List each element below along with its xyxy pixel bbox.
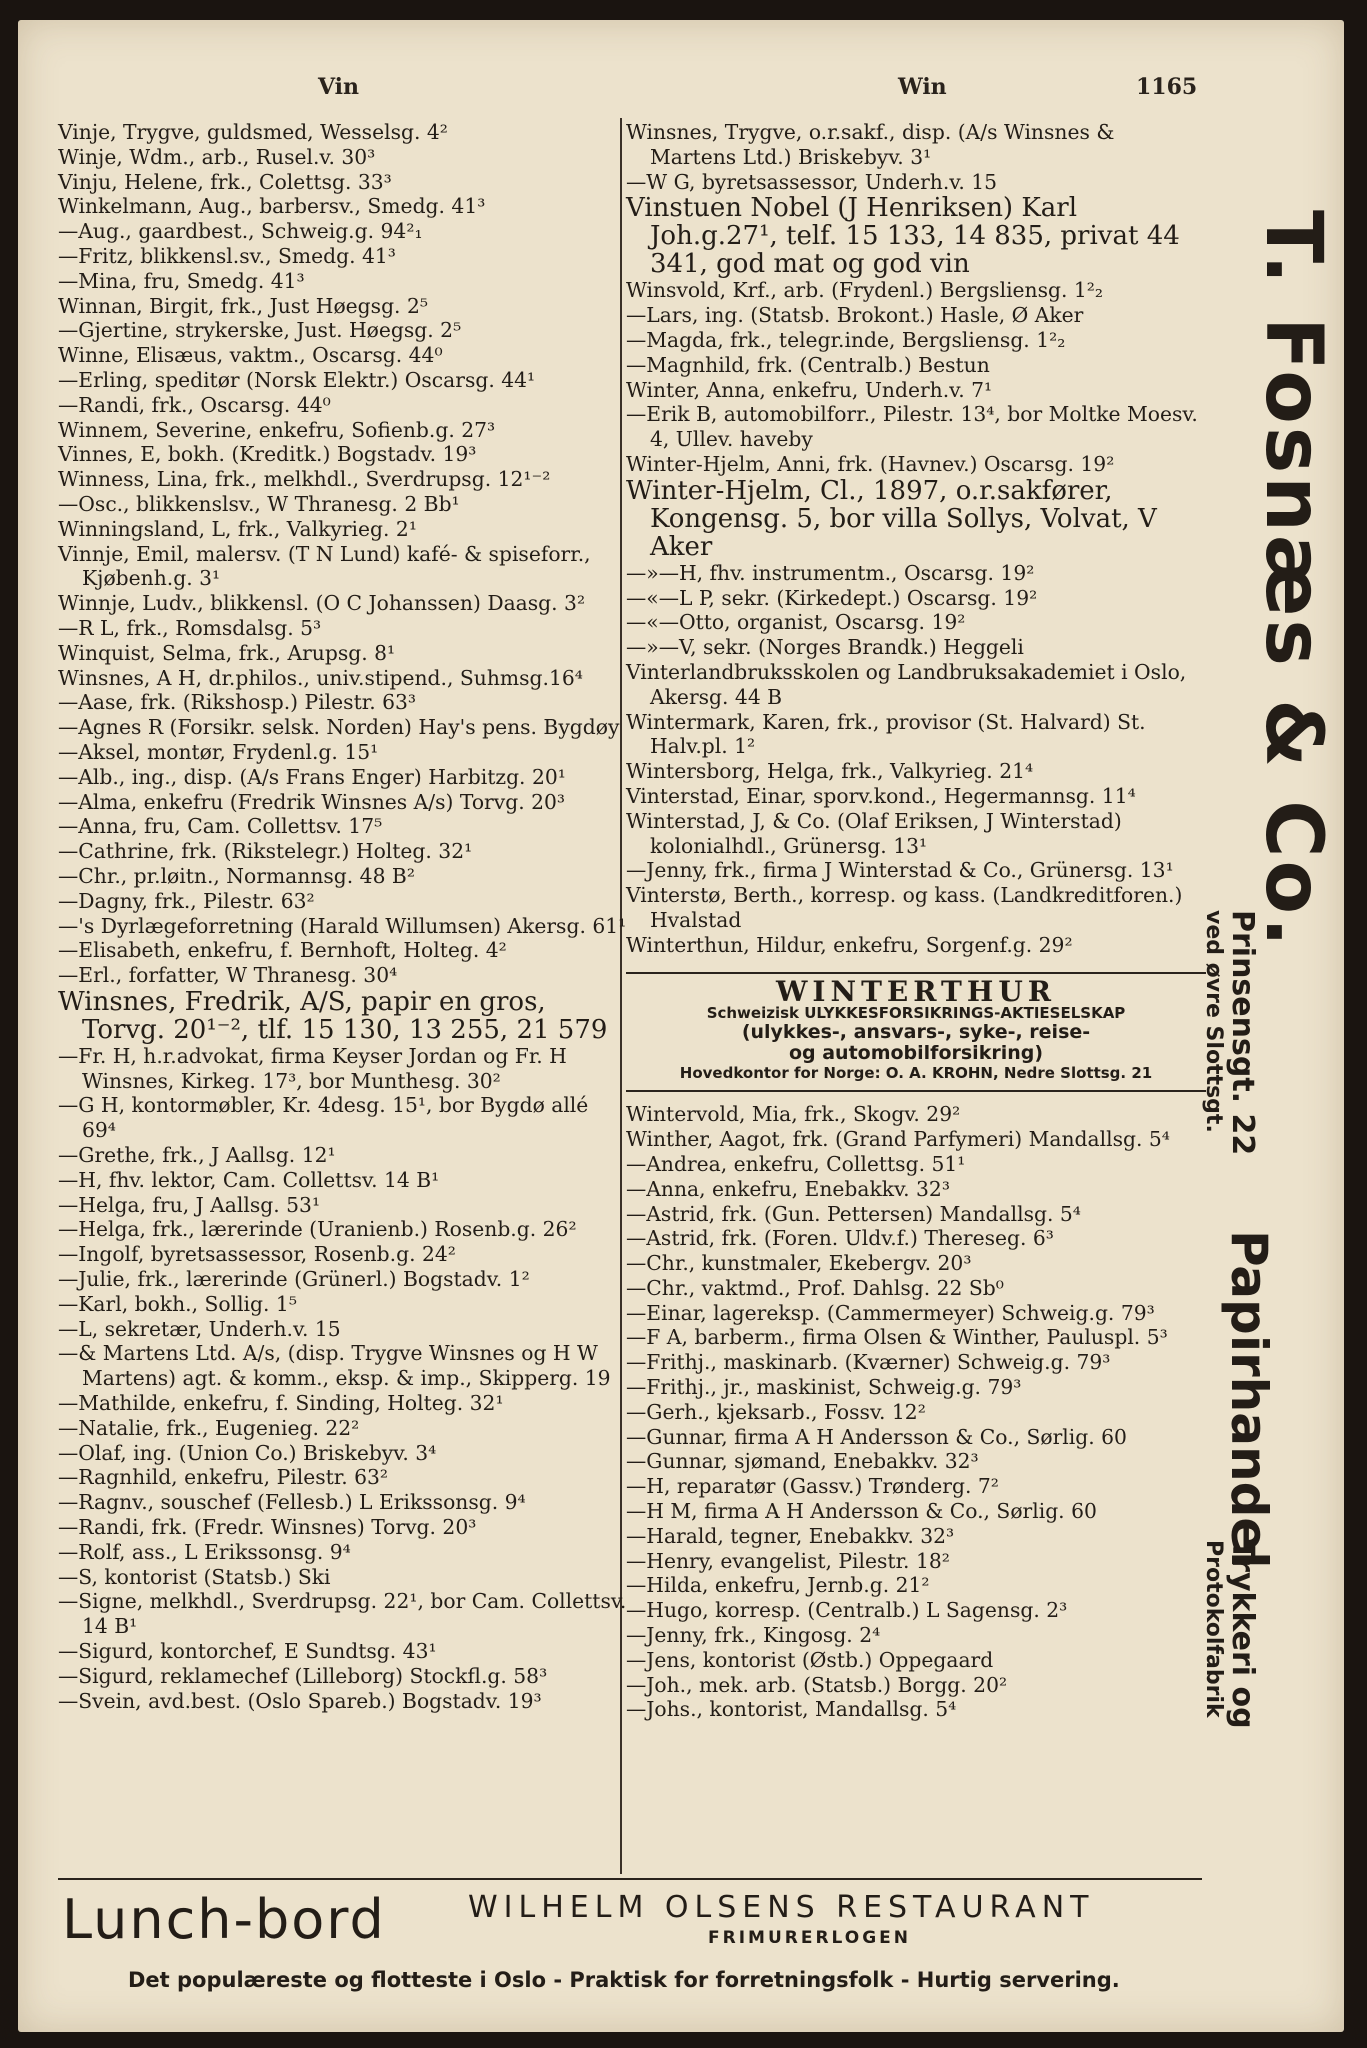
directory-entry: —Dagny, frk., Pilestr. 63² <box>58 888 315 913</box>
directory-entry: —Gunnar, firma A H Andersson & Co., Sørlig. 60 <box>626 1424 1127 1449</box>
directory-entry: —Jenny, frk., Kingosg. 2⁴ <box>626 1623 881 1648</box>
directory-entry: —Andrea, enkefru, Collettsg. 51¹ <box>626 1151 966 1176</box>
directory-entry: Wintervold, Mia, frk., Skogv. 29² <box>626 1102 961 1127</box>
directory-entry: —H, reparatør (Gassv.) Trønderg. 7² <box>626 1474 999 1499</box>
directory-entry: —Randi, frk., Oscarsg. 44⁰ <box>58 392 331 417</box>
directory-entry: —»—V, sekr. (Norges Brandk.) Heggeli <box>626 635 1024 660</box>
directory-page <box>18 20 1344 2032</box>
directory-entry: Winne, Elisæus, vaktm., Oscarsg. 44⁰ <box>58 343 443 368</box>
directory-entry: —Fritz, blikkensl.sv., Smedg. 41³ <box>58 243 396 268</box>
directory-entry: Vinje, Trygve, guldsmed, Wesselsg. 4² <box>58 120 448 144</box>
directory-entry: Vinterstø, Berth., korresp. og kass. (Landkreditforen.) Hvalstad <box>626 883 1183 932</box>
directory-entry: —Aksel, montør, Frydenl.g. 15¹ <box>58 739 379 764</box>
directory-entry: Winnem, Severine, enkefru, Sofienb.g. 27³ <box>58 417 496 442</box>
directory-entry: Winningsland, L, frk., Valkyrieg. 2¹ <box>58 516 417 541</box>
restaurant-tagline: Det populæreste og flotteste i Oslo - Praktisk for forretningsfolk - Hurtig servering. <box>128 1968 1120 1992</box>
directory-entry: Vinnje, Emil, malersv. (T N Lund) kafé- & spiseforr., Kjøbenh.g. 3¹ <box>58 541 591 591</box>
directory-entry: Winter-Hjelm, Anni, frk. (Havnev.) Oscarsg. 19² <box>626 451 1115 476</box>
directory-entry: —Ingolf, byretsassessor, Rosenb.g. 24² <box>58 1242 456 1267</box>
directory-entry: —Helga, fru, J Aallsg. 53¹ <box>58 1192 321 1217</box>
directory-entry: —Ragnhild, enkefru, Pilestr. 63² <box>58 1465 389 1490</box>
winterthur-line4: Hovedkontor for Norge: O. A. KROHN, Nedre Slottsg. 21 <box>679 1064 1153 1083</box>
directory-entry: —H, fhv. lektor, Cam. Collettsv. 14 B¹ <box>58 1167 440 1192</box>
directory-entry: —Aase, frk. (Rikshosp.) Pilestr. 63³ <box>58 690 417 715</box>
directory-entry: —Henry, evangelist, Pilestr. 18² <box>626 1548 950 1573</box>
directory-entry: —Rolf, ass., L Erikssonsg. 9⁴ <box>58 1539 351 1564</box>
directory-entry: —Sigurd, kontorchef, E Sundtsg. 43¹ <box>58 1639 437 1664</box>
directory-entry: —Aug., gaardbest., Schweig.g. 94²₁ <box>58 219 423 244</box>
directory-entry: —Natalie, frk., Eugenieg. 22² <box>58 1415 360 1440</box>
directory-entry: —G H, kontormøbler, Kr. 4desg. 15¹, bor Bygdø allé 69⁴ <box>58 1093 589 1143</box>
directory-entry: —H M, firma A H Andersson & Co., Sørlig. 60 <box>626 1499 1097 1524</box>
header-left-keyword: Vin <box>318 74 360 100</box>
directory-entry: Winje, Wdm., arb., Rusel.v. 30³ <box>58 144 376 169</box>
directory-entry: Winkelmann, Aug., barbersv., Smedg. 41³ <box>58 194 486 219</box>
directory-entry: Winnje, Ludv., blikkensl. (O C Johanssen) Daasg. 3² <box>58 591 586 616</box>
directory-entry: —Einar, lagereksp. (Cammermeyer) Schweig.g. 79³ <box>626 1300 1155 1325</box>
directory-entry: —Astrid, frk. (Gun. Pettersen) Mandallsg. 5⁴ <box>626 1201 1081 1226</box>
directory-entry: Winterthun, Hildur, enkefru, Sorgenf.g. 29² <box>626 932 1073 957</box>
directory-entry: —Alma, enkefru (Fredrik Winsnes A/s) Torvg. 20³ <box>58 789 566 814</box>
fosnaes-name: T. Fosnæs & Co. <box>1248 210 1338 950</box>
winterthur-line1: Schweizisk ULYKKESFORSIKRINGS-AKTIESELSKAP <box>706 1004 1126 1023</box>
directory-entry: —Cathrine, frk. (Rikstelegr.) Holteg. 32¹ <box>58 839 473 864</box>
directory-entry: Winsvold, Krf., arb. (Frydenl.) Bergsliensg. 1²₂ <box>626 278 1104 303</box>
directory-entry: —Hilda, enkefru, Jernb.g. 21² <box>626 1573 930 1598</box>
directory-entry: —Gunnar, sjømand, Enebakkv. 32³ <box>626 1449 979 1474</box>
fosnaes-trade: Papirhandel <box>1220 1230 1278 1569</box>
winterthur-line2: (ulykkes-, ansvars-, syke-, reise- <box>741 1021 1091 1044</box>
directory-entry: —Erik B, automobilforr., Pilestr. 13⁴, bor Moltke Moesv. 4, Ullev. haveby <box>626 402 1198 452</box>
footer-divider <box>58 1878 1202 1880</box>
directory-entry: —Randi, frk. (Fredr. Winsnes) Torvg. 20³ <box>58 1515 477 1540</box>
directory-entry: —Johs., kontorist, Mandallsg. 5⁴ <box>626 1697 957 1722</box>
directory-entry: Vinnes, E, bokh. (Kreditk.) Bogstadv. 19³ <box>58 442 477 467</box>
directory-entry: —Erl., forfatter, W Thranesg. 30⁴ <box>58 963 398 988</box>
directory-entry: Winterstad, J, & Co. (Olaf Eriksen, J Winterstad) kolonialhdl., Grünersg. 13¹ <box>626 808 1122 858</box>
directory-entry: Winsnes, Fredrik, A/S, papir en gros, Torvg. 20¹⁻², tlf. 15 130, 13 255, 21 579 <box>58 986 608 1045</box>
directory-entry: —»—H, fhv. instrumentm., Oscarsg. 19² <box>626 560 1035 585</box>
directory-entry: —W G, byretsassessor, Underh.v. 15 <box>626 169 998 194</box>
fosnaes-trade2: Trykkeri og <box>1225 1540 1260 1729</box>
directory-entry: Winter-Hjelm, Cl., 1897, o.r.sakfører, Kongensg. 5, bor villa Sollys, Volvat, V Aker <box>626 475 1157 562</box>
directory-entry: Vinstuen Nobel (J Henriksen) Karl Joh.g.27¹, telf. 15 133, 14 835, privat 44 341, god mat og god vin <box>626 193 1180 280</box>
directory-entry: —Harald, tegner, Enebakkv. 32³ <box>626 1523 955 1548</box>
right-column-bottom-entries <box>626 1102 1206 1722</box>
directory-entry: —F A, barberm., firma Olsen & Winther, Pauluspl. 5³ <box>626 1325 1168 1350</box>
directory-entry: Winter, Anna, enkefru, Underh.v. 7¹ <box>626 377 993 402</box>
fosnaes-street-sub: ved øvre Slottsgt. <box>1201 910 1226 1133</box>
directory-entry: Wintersborg, Helga, frk., Valkyrieg. 21⁴ <box>626 759 1034 784</box>
directory-entry: Winsnes, A H, dr.philos., univ.stipend., Suhmsg.16⁴ <box>58 665 583 690</box>
directory-entry: Winnan, Birgit, frk., Just Høegsg. 2⁵ <box>58 293 428 318</box>
directory-entry: —Magnhild, frk. (Centralb.) Bestun <box>626 352 990 377</box>
directory-entry: —Signe, melkhdl., Sverdrupsg. 22¹, bor Cam. Collettsv. 14 B¹ <box>58 1589 627 1639</box>
directory-entry: —Osc., blikkenslsv., W Thranesg. 2 Bb¹ <box>58 491 460 516</box>
directory-entry: —«—L P, sekr. (Kirkedept.) Oscarsg. 19² <box>626 585 1038 610</box>
directory-entry: —Helga, frk., lærerinde (Uranienb.) Rosenb.g. 26² <box>58 1217 577 1242</box>
directory-entry: —Ragnv., souschef (Fellesb.) L Erikssonsg. 9⁴ <box>58 1490 526 1515</box>
directory-entry: —Alb., ing., disp. (A/s Frans Enger) Harbitzg. 20¹ <box>58 764 566 789</box>
page-number: 1165 <box>1136 74 1198 100</box>
directory-entry: —Jenny, frk., firma J Winterstad & Co., Grünersg. 13¹ <box>626 858 1174 883</box>
directory-entry: —Mina, fru, Smedg. 41³ <box>58 268 305 293</box>
directory-entry: —Frithj., jr., maskinist, Schweig.g. 79³ <box>626 1375 1022 1400</box>
directory-entry: —R L, frk., Romsdalsg. 5³ <box>58 615 322 640</box>
directory-entry: —Grethe, frk., J Aallsg. 12¹ <box>58 1143 336 1168</box>
directory-entry: —Fr. H, h.r.advokat, firma Keyser Jordan og Fr. H Winsnes, Kirkeg. 17³, bor Munthesg. 30² <box>58 1043 567 1093</box>
directory-entry: Vinterlandbruksskolen og Landbruksakademiet i Oslo, Akersg. 44 B <box>626 659 1187 709</box>
directory-entry: —S, kontorist (Statsb.) Ski <box>58 1564 331 1589</box>
directory-entry: —Magda, frk., telegr.inde, Bergsliensg. 1²₂ <box>626 327 1066 352</box>
fosnaes-trade3: Protokolfabrik <box>1201 1540 1226 1718</box>
directory-entry: Winsnes, Trygve, o.r.sakf., disp. (A/s Winsnes & Martens Ltd.) Briskebyv. 3¹ <box>626 120 1115 169</box>
directory-entry: —Erling, speditør (Norsk Elektr.) Oscarsg. 44¹ <box>58 367 536 392</box>
fosnaes-side-ad <box>1188 210 1338 1860</box>
directory-entry: Wintermark, Karen, frk., provisor (St. Halvard) St. Halv.pl. 1² <box>626 709 1146 759</box>
right-column <box>626 120 1206 1722</box>
directory-entry: —Sigurd, reklamechef (Lilleborg) Stockfl.g. 58³ <box>58 1663 548 1688</box>
directory-entry: —Agnes R (Forsikr. selsk. Norden) Hay's pens. Bygdøy <box>58 715 620 740</box>
directory-entry: Vinterstad, Einar, sporv.kond., Hegermannsg. 11⁴ <box>626 783 1136 808</box>
winterthur-title: WINTERTHUR <box>775 974 1057 1008</box>
directory-entry: —Jens, kontorist (Østb.) Oppegaard <box>626 1647 994 1672</box>
directory-entry: —«—Otto, organist, Oscarsg. 19² <box>626 610 966 635</box>
directory-entry: —L, sekretær, Underh.v. 15 <box>58 1316 341 1341</box>
restaurant-name: WILHELM OLSENS RESTAURANT <box>468 1890 1095 1925</box>
directory-entry: —Hugo, korresp. (Centralb.) L Sagensg. 2³ <box>626 1598 1068 1623</box>
directory-entry: —Svein, avd.best. (Oslo Spareb.) Bogstadv. 19³ <box>58 1688 542 1713</box>
directory-entry: —Mathilde, enkefru, f. Sinding, Holteg. 32¹ <box>58 1391 504 1416</box>
winterthur-ad <box>626 972 1206 1093</box>
directory-entry: Winquist, Selma, frk., Arupsg. 8¹ <box>58 640 396 665</box>
directory-entry: —Karl, bokh., Sollig. 1⁵ <box>58 1291 297 1316</box>
directory-entry: —Lars, ing. (Statsb. Brokont.) Hasle, Ø Aker <box>626 303 1084 328</box>
directory-entry: —Chr., kunstmaler, Ekebergv. 20³ <box>626 1251 972 1276</box>
winterthur-line3: og automobilforsikring) <box>788 1042 1044 1065</box>
directory-entry: Winther, Aagot, frk. (Grand Parfymeri) Mandallsg. 5⁴ <box>626 1127 1170 1152</box>
directory-entry: Vinju, Helene, frk., Colettsg. 33³ <box>58 169 392 194</box>
directory-entry: —Chr., pr.løitn., Normannsg. 48 B² <box>58 863 415 888</box>
directory-entry: —Gerh., kjeksarb., Fossv. 12² <box>626 1399 926 1424</box>
directory-entry: —Anna, fru, Cam. Collettsv. 17⁵ <box>58 814 383 839</box>
directory-entry: —'s Dyrlægeforretning (Harald Willumsen) Akersg. 61¹ <box>58 913 627 938</box>
right-column-top-entries <box>626 120 1206 958</box>
directory-entry: —Olaf, ing. (Union Co.) Briskebyv. 3⁴ <box>58 1440 437 1465</box>
lunch-bord-ad: Lunch-bord <box>62 1888 386 1951</box>
directory-entry: —Elisabeth, enkefru, f. Bernhoft, Holteg. 4² <box>58 938 507 963</box>
directory-entry: —Astrid, frk. (Foren. Uldv.f.) Thereseg. 6³ <box>626 1226 1054 1251</box>
directory-entry: —Anna, enkefru, Enebakkv. 32³ <box>626 1176 950 1201</box>
directory-entry: —Chr., vaktmd., Prof. Dahlsg. 22 Sb⁰ <box>626 1275 1004 1300</box>
directory-entry: —Joh., mek. arb. (Statsb.) Borgg. 20² <box>626 1672 1008 1697</box>
directory-entry: Winness, Lina, frk., melkhdl., Sverdrupsg. 12¹⁻² <box>58 467 551 492</box>
directory-entry: —& Martens Ltd. A/s, (disp. Trygve Winsnes og H W Martens) agt. & komm., eksp. & imp., Skipperg. 19 <box>58 1341 611 1391</box>
directory-entry: —Frithj., maskinarb. (Kværner) Schweig.g. 79³ <box>626 1350 1111 1375</box>
fosnaes-street: Prinsensgt. 22 <box>1225 910 1260 1156</box>
directory-entry: —Gjertine, strykerske, Just. Høegsg. 2⁵ <box>58 318 462 343</box>
directory-entry: —Julie, frk., lærerinde (Grünerl.) Bogstadv. 1² <box>58 1267 530 1292</box>
restaurant-location: FRIMURERLOGEN <box>708 1928 912 1948</box>
header-right-keyword: Win <box>898 74 947 100</box>
left-column <box>58 120 628 1713</box>
